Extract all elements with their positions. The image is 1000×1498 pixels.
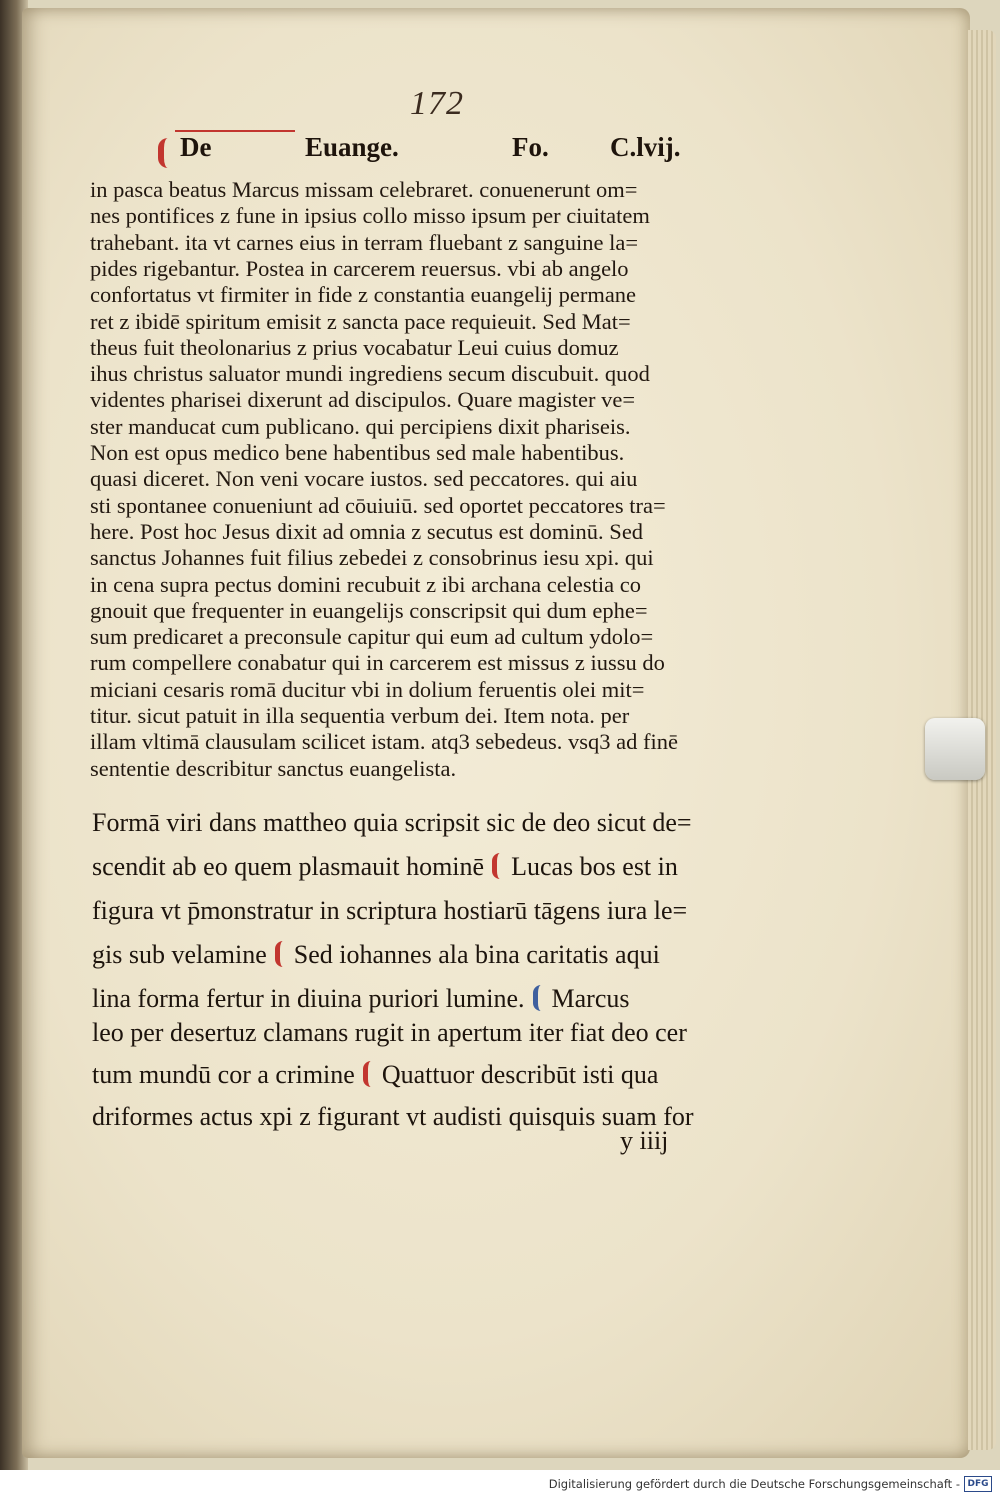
rubric-mark bbox=[275, 941, 288, 967]
body-line: ster manducat cum publicano. qui percipiens dixit phariseis. bbox=[90, 413, 631, 439]
verse-line: leo per desertuz clamans rugit in apertum iter fiat deo cer bbox=[92, 1018, 687, 1047]
body-line: sanctus Johannes fuit filius zebedei z consobrinus iesu xpi. qui bbox=[90, 545, 654, 571]
header-folio: C.lvij. bbox=[610, 132, 681, 162]
folio-number: 172 bbox=[410, 85, 464, 122]
body-line: videntes pharisei dixerunt ad discipulos. Quare magister ve= bbox=[90, 387, 636, 413]
rubric-mark bbox=[363, 1061, 376, 1087]
footer-credit: Digitalisierung gefördert durch die Deutsche Forschungsgemeinschaft - bbox=[548, 1477, 960, 1491]
header-fo: Fo. bbox=[512, 132, 549, 162]
signature-mark: y iiij bbox=[620, 1126, 669, 1155]
body-line: titur. sicut patuit in illa sequentia verbum dei. Item nota. per bbox=[90, 703, 630, 728]
page-clip bbox=[925, 718, 985, 780]
body-line: rum compellere conabatur qui in carcerem est missus z iussu do bbox=[90, 650, 665, 676]
body-line: here. Post hoc Jesus dixit ad omnia z secutus est dominū. Sed bbox=[90, 518, 644, 544]
body-line: Non est opus medico bene habentibus sed male habentibus. bbox=[90, 440, 625, 465]
body-line: nes pontifices z fune in ipsius collo misso ipsum per ciuitatem bbox=[90, 203, 650, 229]
dfg-logo-icon: DFG bbox=[964, 1476, 992, 1492]
verse-line: gis sub velamine Sed iohannes ala bina caritatis aqui bbox=[92, 940, 660, 969]
header-middle: Euange. bbox=[305, 132, 399, 162]
rubric-mark bbox=[158, 138, 178, 168]
verse-line: driformes actus xpi z figurant vt audisti quisquis suam for bbox=[92, 1102, 694, 1131]
body-line: theus fuit theolonarius z prius vocabatur Leui cuius domuz bbox=[90, 334, 619, 360]
body-line: miciani cesaris romā ducitur vbi in dolium feruentis olei mit= bbox=[90, 676, 645, 702]
body-line: trahebant. ita vt carnes eius in terram fluebant z sanguine la= bbox=[90, 229, 639, 255]
body-line: pides rigebantur. Postea in carcerem reuersus. vbi ab angelo bbox=[90, 255, 629, 281]
verse-line: Formā viri dans mattheo quia scripsit sic de deo sicut de= bbox=[92, 808, 692, 837]
body-line: sententie describitur sanctus euangelista. bbox=[90, 755, 457, 781]
body-line: in cena supra pectus domini recubuit z ibi archana celestia co bbox=[90, 571, 642, 597]
body-line: in pasca beatus Marcus missam celebraret. conuenerunt om= bbox=[90, 177, 638, 202]
verse-line: scendit ab eo quem plasmauit hominē Lucas bos est in bbox=[92, 852, 678, 881]
verse-line: lina forma fertur in diuina puriori lumine. Marcus bbox=[92, 984, 630, 1013]
body-line: ihus christus saluator mundi ingrediens secum discubuit. quod bbox=[90, 361, 650, 387]
body-line: sum predicaret a preconsule capitur qui eum ad cultum ydolo= bbox=[90, 624, 654, 650]
running-header bbox=[150, 128, 710, 172]
body-line: illam vltimā clausulam scilicet istam. atq3 sebedeus. vsq3 ad finē bbox=[90, 729, 678, 755]
body-line: ret z ibidē spiritum emisit z sancta pace requieuit. Sed Mat= bbox=[90, 308, 631, 334]
rubric-mark bbox=[492, 853, 505, 879]
body-line: sti spontanee conueniunt ad cōuiuiū. sed oportet peccatores tra= bbox=[90, 492, 666, 518]
body-line: confortatus vt firmiter in fide z constantia euangelij permane bbox=[90, 282, 637, 308]
body-line: quasi diceret. Non veni vocare iustos. sed peccatores. qui aiu bbox=[90, 466, 638, 492]
verse-line: figura vt p̄monstratur in scriptura hostiarū tāgens iura le= bbox=[92, 896, 688, 925]
header-left: De bbox=[180, 132, 212, 162]
rubric-mark-blue bbox=[533, 985, 546, 1011]
body-line: gnouit que frequenter in euangelijs conscripsit qui dum ephe= bbox=[90, 597, 648, 623]
verse-line: tum mundū cor a crimine Quattuor describūt isti qua bbox=[92, 1060, 659, 1089]
